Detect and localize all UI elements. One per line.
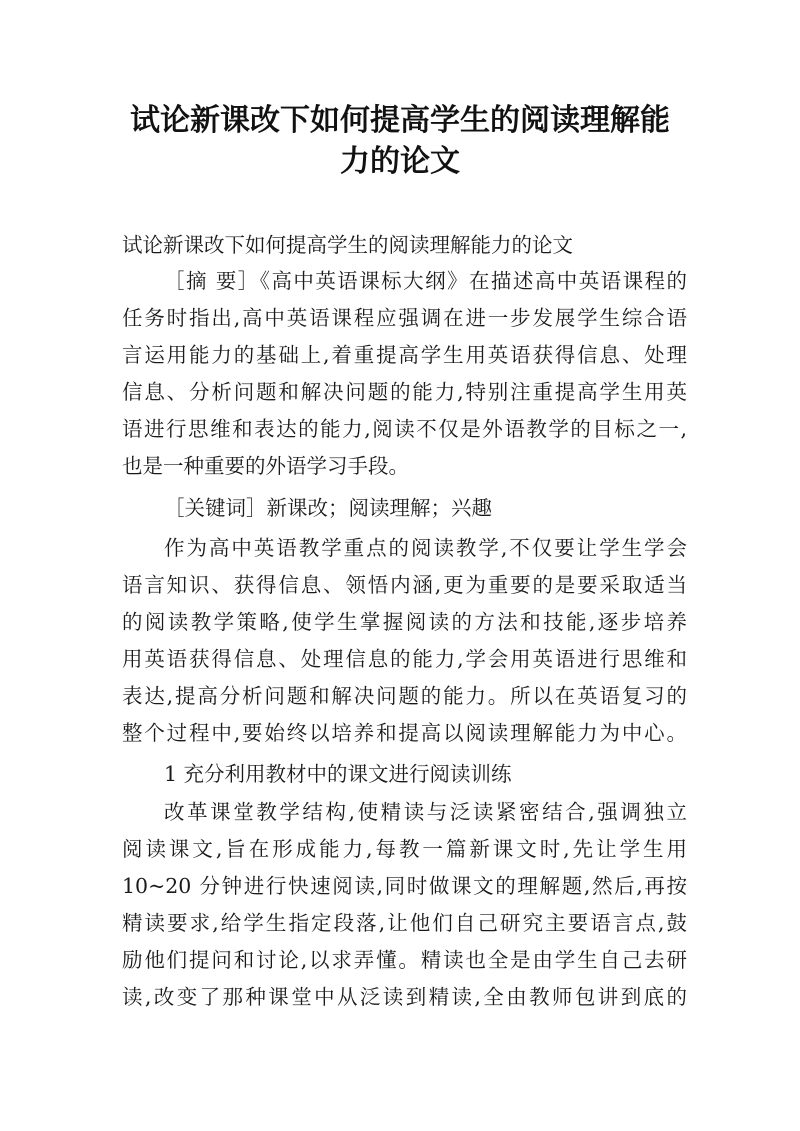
keywords-line: ［关键词］新课改；阅读理解；兴趣	[164, 496, 492, 520]
abstract-line-1: ［摘 要］《高中英语课标大纲》在描述高中英语课程的	[164, 269, 687, 293]
intro-line-5: 表达,提高分析问题和解决问题的能力。所以在英语复习的	[122, 684, 687, 708]
abstract-line-2: 任务时指出,高中英语课程应强调在进一步发展学生综合语	[122, 306, 687, 330]
subtitle: 试论新课改下如何提高学生的阅读理解能力的论文	[122, 233, 573, 257]
intro-line-1: 作为高中英语教学重点的阅读教学,不仅要让学生学会	[164, 536, 687, 560]
section-1-line-1: 改革课堂教学结构,使精读与泛读紧密结合,强调独立	[164, 800, 687, 824]
document-title-line-2: 力的论文	[340, 144, 460, 179]
intro-line-4: 用英语获得信息、处理信息的能力,学会用英语进行思维和	[122, 647, 687, 671]
abstract-line-5: 语进行思维和表达的能力,阅读不仅是外语教学的目标之一,	[122, 417, 687, 441]
abstract-line-6: 也是一种重要的外语学习手段。	[122, 454, 409, 478]
section-1-heading: 1 充分利用教材中的课文进行阅读训练	[164, 762, 512, 786]
section-1-line-6: 读,改变了那种课堂中从泛读到精读,全由教师包讲到底的	[122, 985, 687, 1009]
section-1-line-4: 精读要求,给学生指定段落,让他们自己研究主要语言点,鼓	[122, 911, 687, 935]
section-1-line-3: 10~20 分钟进行快速阅读,同时做课文的理解题,然后,再按	[122, 874, 687, 898]
section-1-line-5: 励他们提问和讨论,以求弄懂。精读也全是由学生自己去研	[122, 948, 687, 972]
document-title-line-1: 试论新课改下如何提高学生的阅读理解能	[130, 103, 670, 138]
intro-line-6: 整个过程中,要始终以培养和提高以阅读理解能力为中心。	[122, 721, 687, 745]
abstract-line-4: 信息、分析问题和解决问题的能力,特别注重提高学生用英	[122, 380, 687, 404]
intro-line-3: 的阅读教学策略,使学生掌握阅读的方法和技能,逐步培养	[122, 610, 687, 634]
intro-line-2: 语言知识、获得信息、领悟内涵,更为重要的是要采取适当	[122, 573, 687, 597]
section-1-line-2: 阅读课文,旨在形成能力,每教一篇新课文时,先让学生用	[122, 837, 687, 861]
abstract-line-3: 言运用能力的基础上,着重提高学生用英语获得信息、处理	[122, 343, 687, 367]
